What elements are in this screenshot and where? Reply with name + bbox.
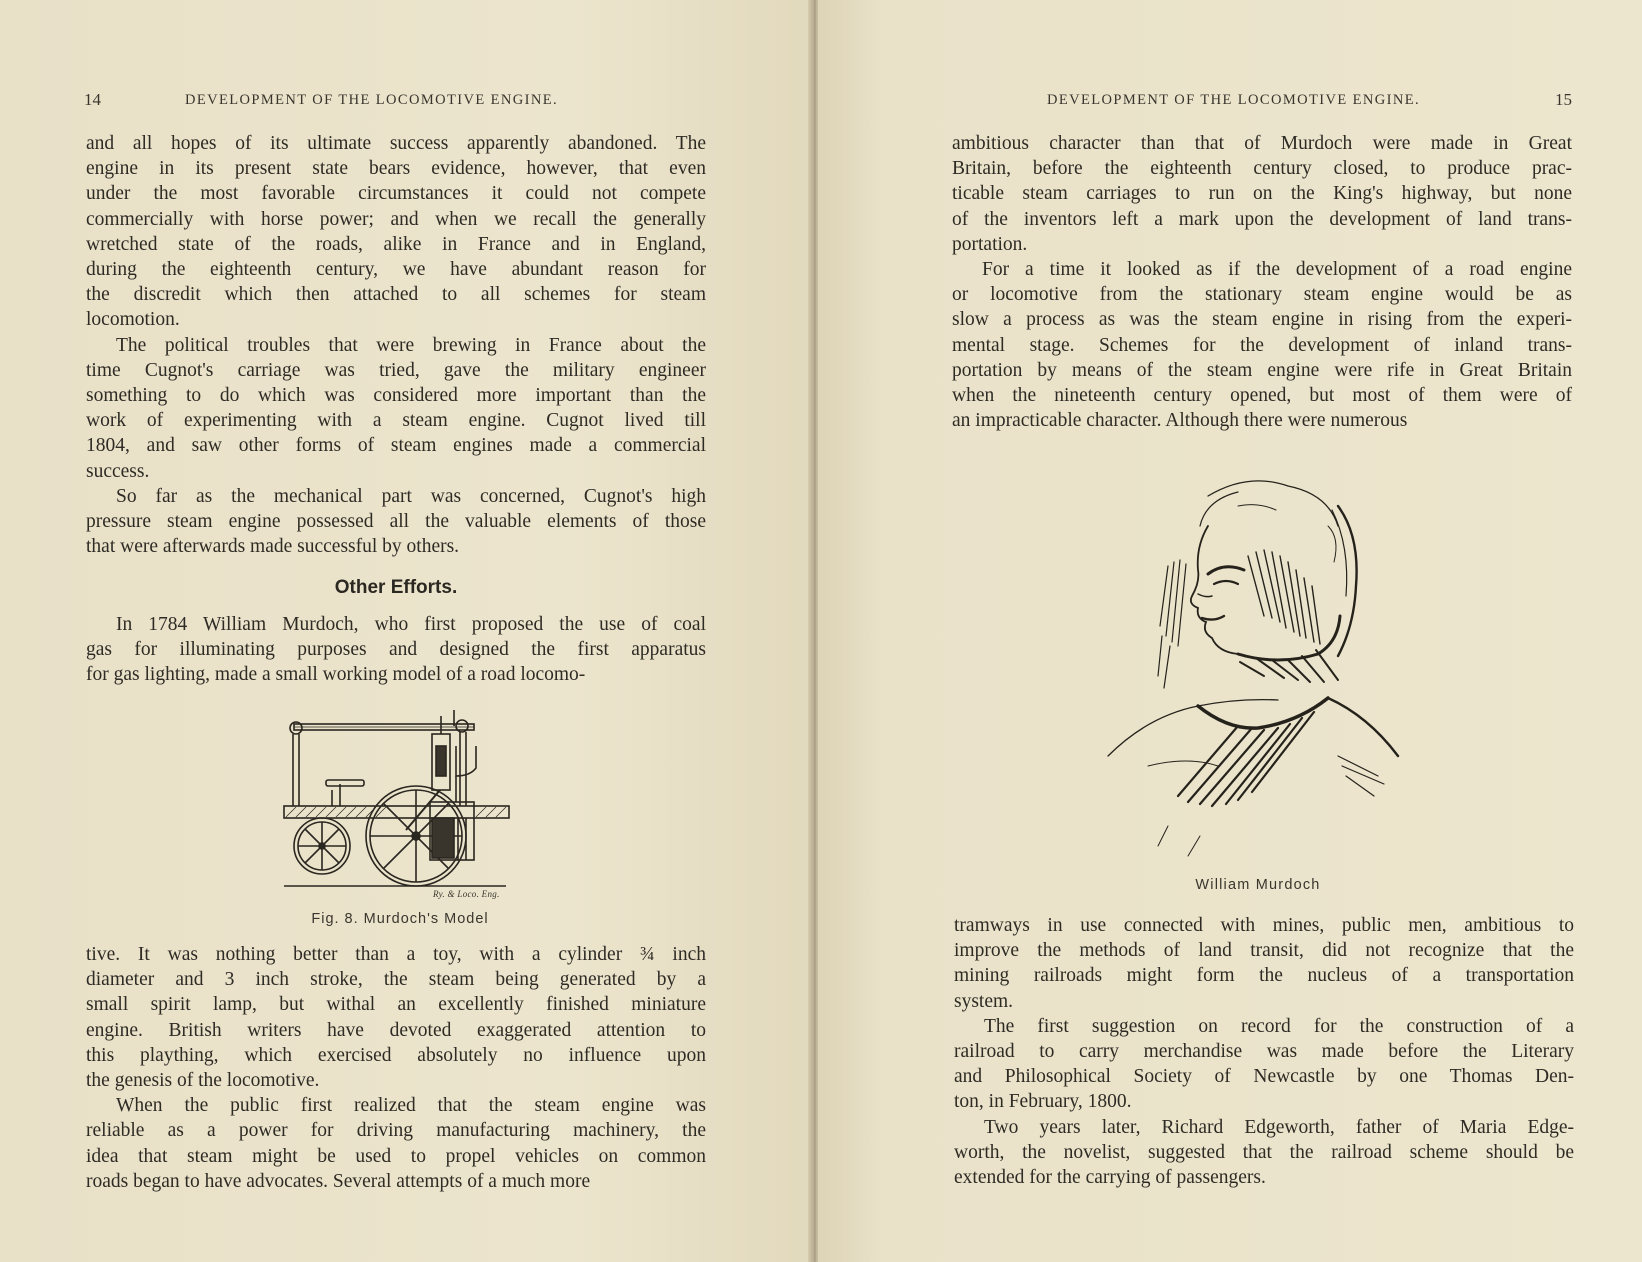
paragraph [86, 333, 706, 484]
text-line: In 1784 William Murdoch, who first proposed the use of coal [116, 614, 706, 635]
paragraph [954, 1115, 1574, 1191]
right-text-upper [952, 131, 1572, 433]
paragraph [86, 484, 706, 560]
text-line: success. [86, 460, 150, 482]
text-line: When the public first realized that the steam engine was [116, 1095, 706, 1117]
text-line: work of experimenting with a steam engine. Cugnot lived till [86, 410, 706, 432]
text-line: system. [954, 990, 1014, 1012]
text-line: the discredit which then attached to all schemes for steam [86, 284, 706, 306]
text-line: idea that steam might be used to propel vehicles on common [86, 1145, 706, 1167]
text-line: for gas lighting, made a small working model of a road locomo- [86, 664, 586, 686]
text-line: tramways in use connected with mines, public men, ambitious to [954, 915, 1574, 936]
text-line: wretched state of the roads, alike in France and in England, [86, 233, 706, 255]
text-line: of the inventors left a mark upon the development of land trans- [952, 208, 1572, 230]
text-line: this plaything, which exercised absolutely no influence upon [86, 1044, 706, 1066]
left-text-upper [86, 131, 706, 559]
text-line: mining railroads might form the nucleus of a transportation [954, 965, 1574, 987]
text-line: gas for illuminating purposes and designed the first apparatus [86, 639, 706, 661]
figure-credit: Ry. & Loco. Eng. [433, 889, 500, 899]
text-line: portation. [952, 233, 1028, 255]
text-line: diameter and 3 inch stroke, the steam being generated by a [86, 969, 706, 991]
text-line: small spirit lamp, but withal an excellently finished miniature [86, 994, 706, 1016]
text-line: The first suggestion on record for the construction of a [984, 1015, 1574, 1037]
text-line: For a time it looked as if the development of a road engine [982, 259, 1572, 281]
paragraph [86, 612, 706, 688]
paragraph [952, 131, 1572, 257]
text-line: ambitious character than that of Murdoch were made in Great [952, 133, 1572, 154]
left-text-middle [86, 612, 706, 688]
text-line: slow a process as was the steam engine in rising from the experi- [952, 309, 1572, 331]
left-page [0, 0, 812, 1262]
text-line: when the nineteenth century opened, but most of them were of [952, 385, 1572, 407]
text-line: under the most favorable circumstances it could not compete [86, 183, 706, 205]
text-line: ticable steam carriages to run on the King's highway, but none [952, 183, 1572, 205]
paragraph [954, 1014, 1574, 1115]
text-line: engine. British writers have devoted exaggerated attention to [86, 1019, 706, 1041]
text-line: commercially with horse power; and when we recall the generally [86, 208, 706, 230]
paragraph [952, 257, 1572, 433]
running-head-right: DEVELOPMENT OF THE LOCOMOTIVE ENGINE. [1047, 92, 1421, 108]
text-line: tive. It was nothing better than a toy, with a cylinder ¾ inch [86, 944, 706, 965]
portrait-caption: William Murdoch [1195, 877, 1321, 893]
paragraph [86, 942, 706, 1093]
text-line: The political troubles that were brewing in France about the [116, 334, 706, 356]
figure-caption: Fig. 8. Murdoch's Model [311, 911, 489, 927]
william-murdoch-portrait [1088, 466, 1428, 876]
text-line: 1804, and saw other forms of steam engines made a commercial [86, 435, 706, 457]
text-line: locomotion. [86, 309, 180, 331]
text-line: Two years later, Richard Edgeworth, father of Maria Edge- [984, 1116, 1574, 1138]
text-line: Britain, before the eighteenth century closed, to produce prac- [952, 158, 1572, 180]
paragraph [86, 131, 706, 333]
page-number-right: 15 [1555, 90, 1572, 109]
murdoch-model-illustration [280, 706, 520, 898]
text-line: during the eighteenth century, we have abundant reason for [86, 259, 706, 281]
text-line: and Philosophical Society of Newcastle by one Thomas Den- [954, 1066, 1574, 1088]
text-line: So far as the mechanical part was concerned, Cugnot's high [116, 485, 706, 507]
text-line: roads began to have advocates. Several attempts of a much more [86, 1170, 591, 1192]
text-line: time Cugnot's carriage was tried, gave the military engineer [86, 359, 706, 381]
right-page [818, 0, 1642, 1262]
page-number-left: 14 [84, 90, 101, 109]
text-line: or locomotive from the stationary steam engine would be as [952, 284, 1572, 306]
text-line: worth, the novelist, suggested that the railroad scheme should be [954, 1141, 1574, 1163]
paragraph [954, 913, 1574, 1014]
text-line: something to do which was considered more important than the [86, 385, 706, 407]
text-line: mental stage. Schemes for the development of inland trans- [952, 334, 1572, 356]
text-line: and all hopes of its ultimate success apparently abandoned. The [86, 133, 706, 154]
text-line: the genesis of the locomotive. [86, 1070, 320, 1092]
running-head-left: DEVELOPMENT OF THE LOCOMOTIVE ENGINE. [185, 92, 559, 108]
section-heading: Other Efforts. [334, 577, 458, 598]
text-line: pressure steam engine possessed all the valuable elements of those [86, 511, 706, 533]
text-line: portation by means of the steam engine were rife in Great Britain [952, 359, 1572, 381]
text-line: ton, in February, 1800. [954, 1091, 1132, 1113]
left-text-lower [86, 942, 706, 1194]
right-text-lower [954, 913, 1574, 1190]
text-line: extended for the carrying of passengers. [954, 1167, 1266, 1189]
text-line: reliable as a power for driving manufacturing machinery, the [86, 1120, 706, 1142]
text-line: engine in its present state bears evidence, however, that even [86, 158, 706, 180]
text-line: that were afterwards made successful by others. [86, 536, 460, 558]
text-line: an impracticable character. Although there were numerous [952, 410, 1408, 432]
text-line: railroad to carry merchandise was made before the Literary [954, 1041, 1574, 1063]
text-line: improve the methods of land transit, did not recognize that the [954, 940, 1574, 962]
paragraph [86, 1093, 706, 1194]
